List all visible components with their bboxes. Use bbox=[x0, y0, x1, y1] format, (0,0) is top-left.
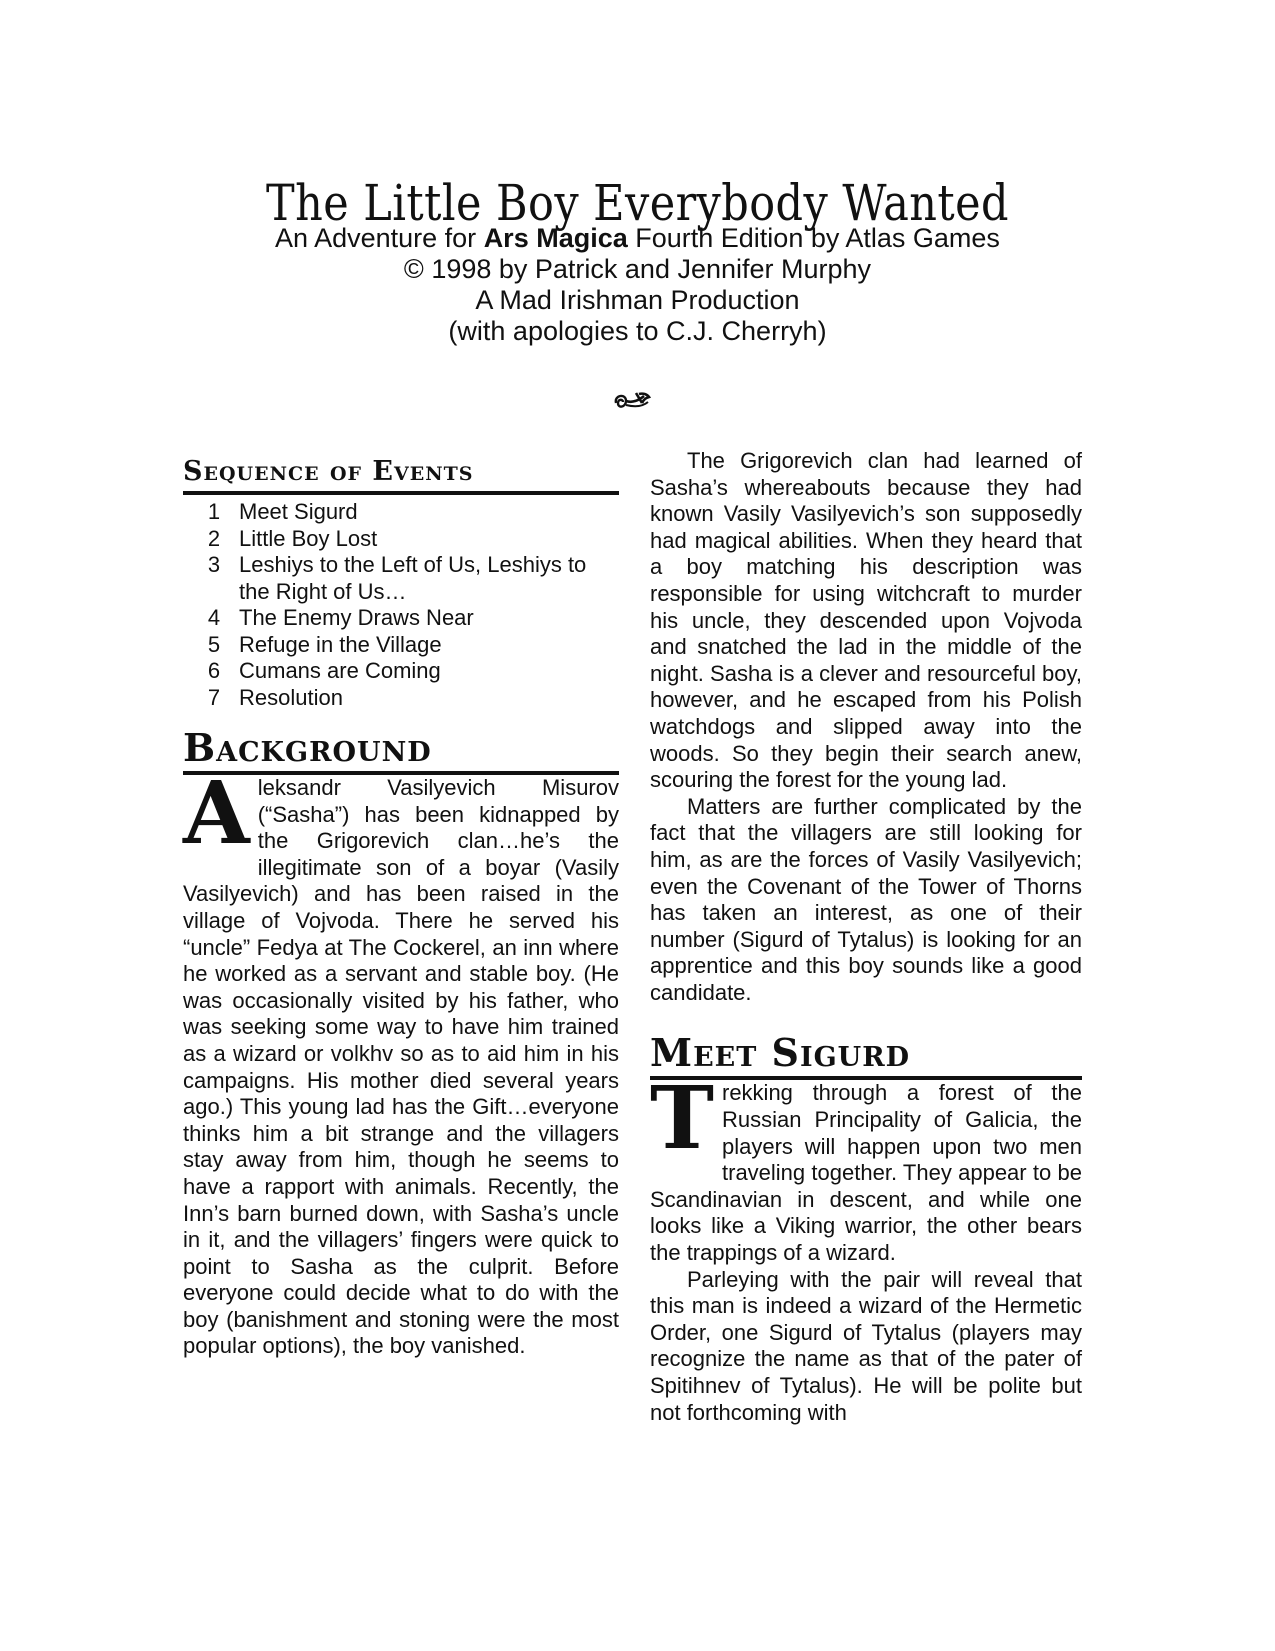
subtitle-block bbox=[0, 223, 1275, 347]
list-item: 2 Little Boy Lost bbox=[207, 525, 378, 551]
game-name: Ars Magica bbox=[483, 223, 628, 253]
list-item: 1 Meet Sigurd bbox=[207, 499, 358, 524]
sigurd-paragraph: Trekking through a forest of the Russian Principality of Galicia, the players will happen upon two men traveling together. They appear to be Scandinavian in descent, and while one looks like a Viking warrior, the other bears the trappings of a wizard. bbox=[650, 1068, 1082, 1266]
list-item: 6 Cumans are Coming bbox=[207, 658, 441, 683]
meet-sigurd-section bbox=[650, 1030, 1082, 1426]
ornament-icon bbox=[612, 385, 652, 415]
list-item: 3 Leshiys to the Left of Us, Leshiys to the Right of Us… bbox=[207, 552, 587, 604]
background-section bbox=[183, 725, 619, 1360]
sequence-section bbox=[183, 455, 619, 711]
subtitle-line-1: An Adventure for Ars Magica Fourth Edition by Atlas Games bbox=[275, 223, 1000, 253]
list-item: 5 Refuge in the Village bbox=[207, 631, 442, 657]
list-item: 4 The Enemy Draws Near bbox=[207, 605, 474, 630]
copyright-line: © 1998 by Patrick and Jennifer Murphy bbox=[403, 254, 872, 284]
paragraph: Parleying with the pair will reveal that this man is indeed a wizard of the Hermetic Order, one Sigurd of Tytalus (players may recognize the name as that of the pater of Spitihnev of Tytalus). He will be polite but not forthcoming with bbox=[650, 1266, 1082, 1425]
paragraph: Matters are further complicated by the fact that the villagers are still looking for him, as are the forces of Vasily Vasilyevich; even the Covenant of the Tower of Thorns has taken an interest, as one of their number (Sigurd of Tytalus) is looking for an apprentice and this boy sounds like a good candidate. bbox=[650, 793, 1082, 1005]
background-paragraph: Aleksandr Vasilyevich Misurov (“Sasha”) has been kidnapped by the Grigorevich clan…he’s the illegitimate son of a boyar (Vasily Vasilyevich) and has been raised in the village of Vojvoda. There he served his “uncle” Fedya at The Cockerel, an inn where he worked as a servant and stable boy. (He was occasionally visited by his father, who was seeking some way to have him trained as a wizard or volkhv so as to aid him in his campaigns. His mother died several years ago.) This young lad has the Gift…everyone thinks him a bit strange and the villagers stay away from him, though he seems to have a rapport with animals. Recently, the Inn’s barn burned down, with Sasha’s uncle in it, and the villagers’ fingers were quick to point to Sasha as the culprit. Before everyone could decide what to do with the boy (banishment and stoning were the most popular options), the boy vanished. bbox=[183, 763, 619, 1359]
background-heading: Background bbox=[183, 725, 619, 775]
apologies-line: (with apologies to C.J. Cherryh) bbox=[448, 316, 827, 346]
document-title: The Little Boy Everybody Wanted bbox=[266, 173, 1009, 232]
production-line: A Mad Irishman Production bbox=[475, 285, 800, 315]
sequence-heading: Sequence of Events bbox=[183, 455, 619, 495]
drop-cap: A bbox=[183, 763, 250, 864]
left-column bbox=[183, 455, 619, 1360]
events-list bbox=[183, 499, 619, 711]
drop-cap: T bbox=[650, 1068, 714, 1170]
paragraph: The Grigorevich clan had learned of Sasha’s whereabouts because they had known Vasily Vasilyevich’s son supposedly had magical abilities. When they heard that a boy matching his description was responsible for using witchcraft to murder his uncle, they descended upon Vojvoda and snatched the lad in the middle of the night. Sasha is a clever and resourceful boy, however, and he escaped from his Polish watchdogs and slipped away into the woods. So they begin their search anew, scouring the forest for the young lad. bbox=[650, 448, 1082, 793]
right-column bbox=[650, 448, 1082, 1426]
list-item: 7 Resolution bbox=[207, 684, 343, 710]
meet-sigurd-heading: Meet Sigurd bbox=[650, 1030, 1082, 1080]
